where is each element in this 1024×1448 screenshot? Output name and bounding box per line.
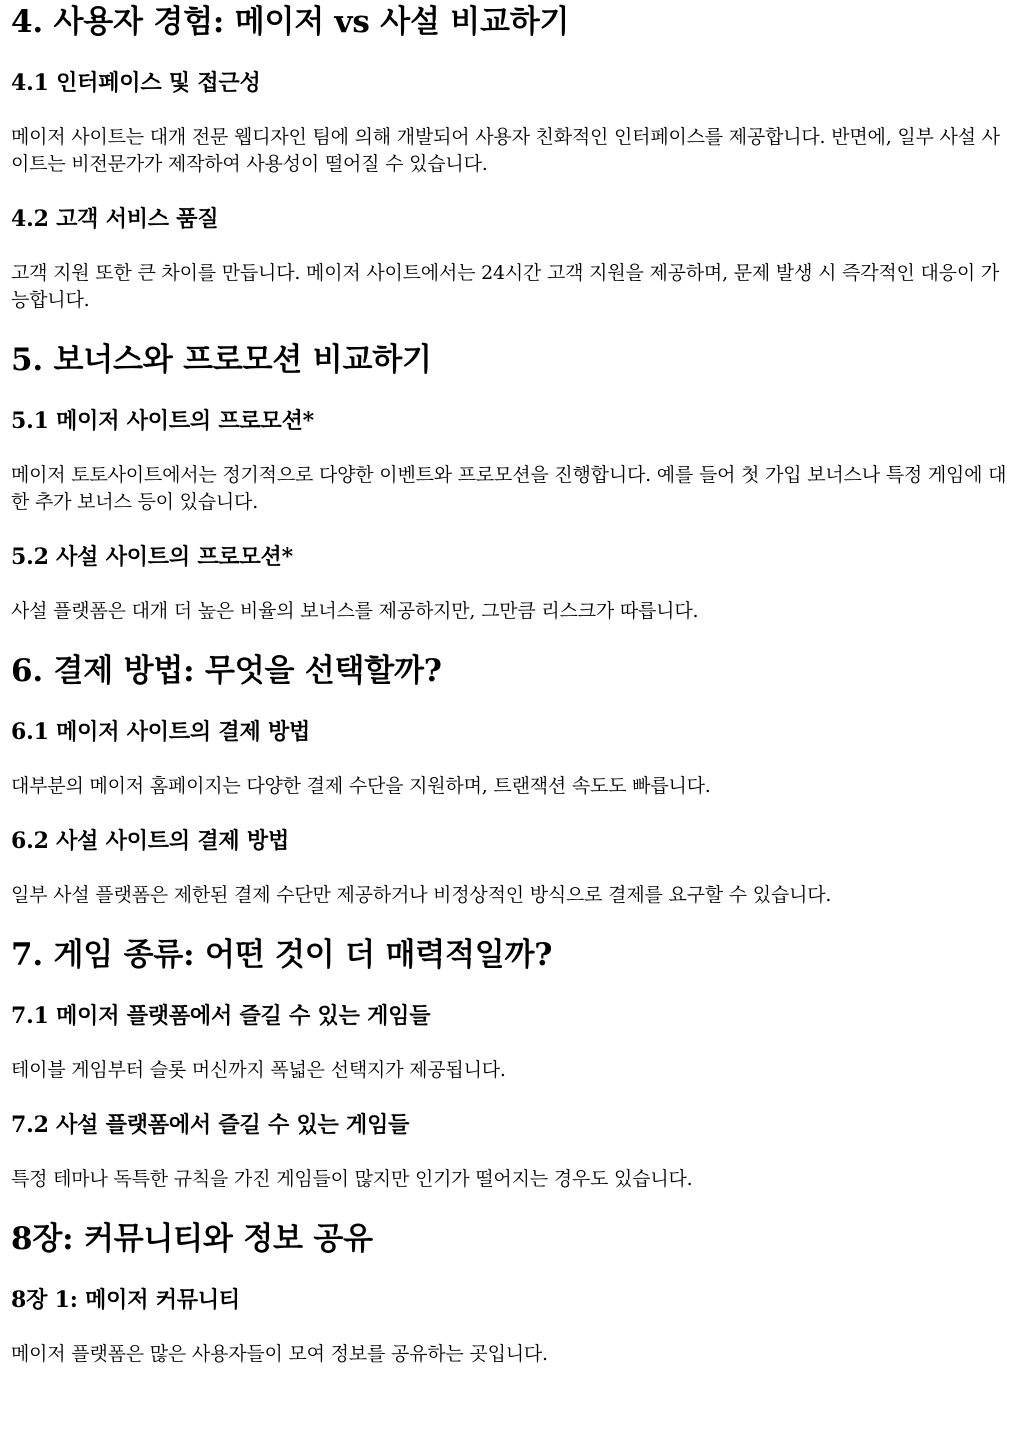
subsection-heading: 5.2 사설 사이트의 프로모션* <box>11 544 293 570</box>
section-community <box>11 1219 1012 1368</box>
paragraph: 일부 사설 플랫폼은 제한된 결제 수단만 제공하거나 비정상적인 방식으로 결제를 요구할 수 있습니다. <box>11 884 832 906</box>
paragraph: 대부분의 메이저 홈페이지는 다양한 결제 수단을 지원하며, 트랜잭션 속도도 빠릅니다. <box>11 775 711 797</box>
subsection-heading: 6.2 사설 사이트의 결제 방법 <box>11 828 290 854</box>
section-heading: 7. 게임 종류: 어떤 것이 더 매력적일까? <box>11 937 553 973</box>
section-payment-methods <box>11 651 1012 909</box>
section-heading: 4. 사용자 경험: 메이저 vs 사설 비교하기 <box>11 4 570 40</box>
subsection-heading: 4.1 인터페이스 및 접근성 <box>11 70 261 96</box>
subsection-heading: 7.2 사설 플랫폼에서 즐길 수 있는 게임들 <box>11 1112 410 1138</box>
paragraph: 메이저 토토사이트에서는 정기적으로 다양한 이벤트와 프로모션을 진행합니다. 예를 들어 첫 가입 보너스나 특정 게임에 대한 추가 보너스 등이 있습니다. <box>11 464 1007 513</box>
section-heading: 6. 결제 방법: 무엇을 선택할까? <box>11 653 442 689</box>
paragraph: 특정 테마나 독특한 규칙을 가진 게임들이 많지만 인기가 떨어지는 경우도 있습니다. <box>11 1168 693 1190</box>
paragraph: 메이저 플랫폼은 많은 사용자들이 모여 정보를 공유하는 곳입니다. <box>11 1343 548 1365</box>
subsection-heading: 4.2 고객 서비스 품질 <box>11 206 219 232</box>
section-heading: 5. 보너스와 프로모션 비교하기 <box>11 342 432 378</box>
subsection-heading: 6.1 메이저 사이트의 결제 방법 <box>11 719 311 745</box>
section-heading: 8장: 커뮤니티와 정보 공유 <box>11 1221 373 1257</box>
section-game-types <box>11 935 1012 1193</box>
subsection-heading: 5.1 메이저 사이트의 프로모션* <box>11 408 314 434</box>
paragraph: 고객 지원 또한 큰 차이를 만듭니다. 메이저 사이트에서는 24시간 고객 지원을 제공하며, 문제 발생 시 즉각적인 대응이 가능합니다. <box>11 262 999 311</box>
section-user-experience <box>11 2 1012 314</box>
document <box>0 2 1024 1368</box>
paragraph: 사설 플랫폼은 대개 더 높은 비율의 보너스를 제공하지만, 그만큼 리스크가 따릅니다. <box>11 600 699 622</box>
subsection-heading: 7.1 메이저 플랫폼에서 즐길 수 있는 게임들 <box>11 1003 431 1029</box>
section-bonus-promotion <box>11 340 1012 625</box>
subsection-heading: 8장 1: 메이저 커뮤니티 <box>11 1287 240 1313</box>
paragraph: 테이블 게임부터 슬롯 머신까지 폭넓은 선택지가 제공됩니다. <box>11 1059 506 1081</box>
paragraph: 메이저 사이트는 대개 전문 웹디자인 팀에 의해 개발되어 사용자 친화적인 인터페이스를 제공합니다. 반면에, 일부 사설 사이트는 비전문가가 제작하여 사용성이 떨어질 수 있습니다. <box>11 126 1000 175</box>
